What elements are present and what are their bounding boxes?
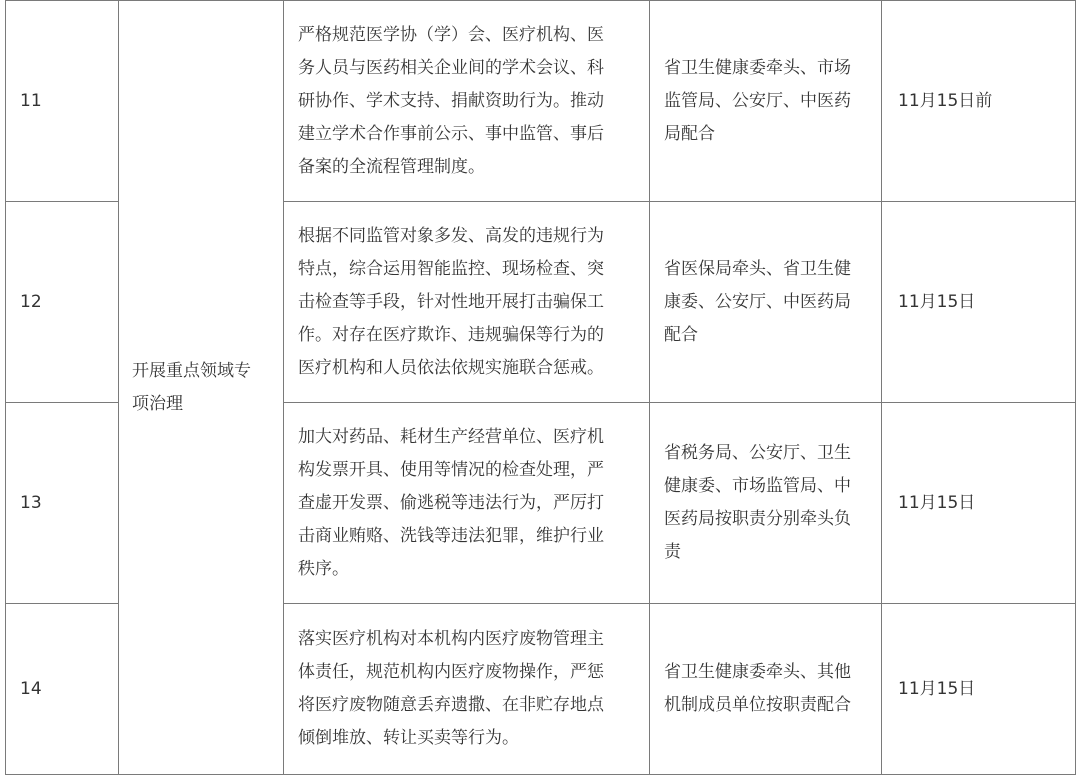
measures-table [5, 0, 1076, 775]
table-row [6, 1, 1076, 202]
responsible-departments: 省税务局、公安厅、卫生 健康委、市场监管局、中 医药局按职责分别牵头负 责 [650, 403, 882, 604]
category-cell: 开展重点领域专 项治理 [119, 1, 284, 775]
task-description: 根据不同监管对象多发、高发的违规行为 特点，综合运用智能监控、现场检查、突 击检查等手段，针对性地开展打击骗保工 作。对存在医疗欺诈、违规骗保等行为的 医疗机构和人员依法依规实施联合惩戒。 [284, 202, 650, 403]
row-number: 12 [6, 202, 119, 403]
deadline: 11月15日 [882, 604, 1076, 775]
responsible-departments: 省卫生健康委牵头、其他 机制成员单位按职责配合 [650, 604, 882, 775]
responsible-departments: 省医保局牵头、省卫生健 康委、公安厅、中医药局 配合 [650, 202, 882, 403]
row-number: 13 [6, 403, 119, 604]
deadline: 11月15日 [882, 403, 1076, 604]
task-description: 严格规范医学协（学）会、医疗机构、医 务人员与医药相关企业间的学术会议、科 研协作、学术支持、捐献资助行为。推动 建立学术合作事前公示、事中监管、事后 备案的全流程管理制度。 [284, 1, 650, 202]
row-number: 11 [6, 1, 119, 202]
responsible-departments: 省卫生健康委牵头、市场 监管局、公安厅、中医药 局配合 [650, 1, 882, 202]
deadline: 11月15日 [882, 202, 1076, 403]
task-description: 落实医疗机构对本机构内医疗废物管理主 体责任，规范机构内医疗废物操作，严惩 将医疗废物随意丢弃遗撒、在非贮存地点 倾倒堆放、转让买卖等行为。 [284, 604, 650, 775]
row-number: 14 [6, 604, 119, 775]
deadline: 11月15日前 [882, 1, 1076, 202]
task-description: 加大对药品、耗材生产经营单位、医疗机 构发票开具、使用等情况的检查处理，严 查虚开发票、偷逃税等违法行为，严厉打 击商业贿赂、洗钱等违法犯罪，维护行业 秩序。 [284, 403, 650, 604]
